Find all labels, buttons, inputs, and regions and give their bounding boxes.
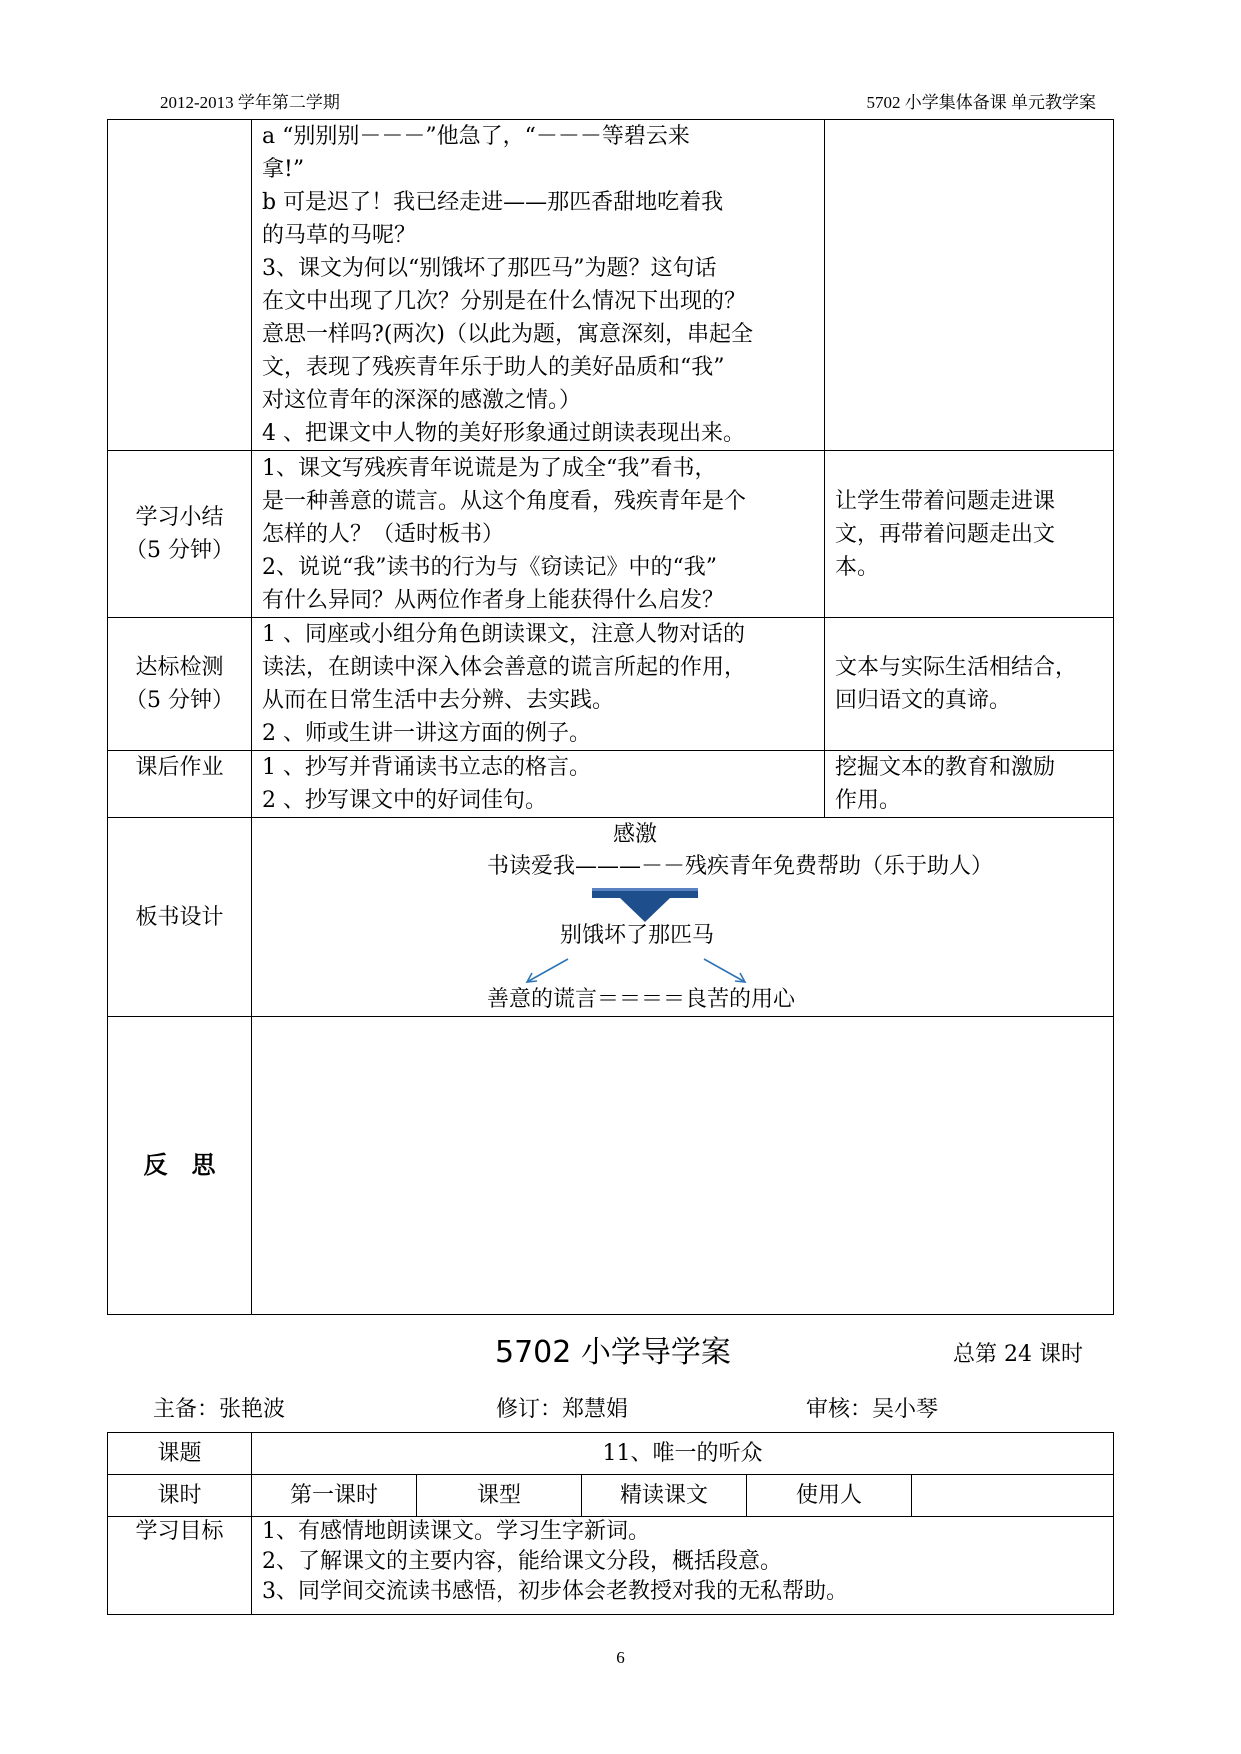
text-line: 拿!”: [262, 157, 305, 182]
test-content: [252, 618, 825, 751]
text-line: 回归语文的真谛。: [835, 688, 1012, 713]
board-label: 板书设计: [108, 818, 252, 1017]
text-line: 怎样的人？（适时板书）: [262, 521, 505, 547]
text-line: b 可是迟了！我已经走进——那匹香甜地吃着我: [262, 190, 724, 215]
learning-goals: [252, 1517, 1114, 1615]
lesson-period: 第一课时: [252, 1475, 417, 1517]
goals-label: 学习目标: [108, 1517, 252, 1615]
goal-item: 1、有感情地朗读课文。学习生字新词。: [262, 1519, 650, 1544]
text-line: 文本与实际生活相结合，: [835, 655, 1078, 680]
text-line: 在文中出现了几次？分别是在什么情况下出现的？: [262, 289, 747, 314]
board-bottom-line: 善意的谎言＝＝＝＝良苦的用心: [487, 987, 796, 1012]
text-line: 1 、同座或小组分角色朗读课文，注意人物对话的: [262, 622, 745, 647]
text-line: 2 、抄写课文中的好词佳句。: [262, 788, 547, 813]
board-title: 别饿坏了那匹马: [560, 923, 715, 948]
text-line: 文，再带着问题走出文: [835, 521, 1056, 547]
summary-duration: （5 分钟）: [125, 538, 234, 563]
lesson-plan-table: [107, 119, 1114, 1315]
text-line: 2、说说“我”读书的行为与《窃读记》中的“我”: [262, 554, 717, 580]
text-line: 挖掘文本的教育和激励: [835, 755, 1056, 780]
author: 主备：张艳波: [153, 1397, 286, 1422]
table-row: [108, 451, 1114, 618]
guide-title: 5702 小学导学案: [495, 1335, 731, 1370]
total-lesson-count: 总第 24 课时: [953, 1342, 1083, 1367]
text-line: 1、课文写残疾青年说谎是为了成全“我”看书，: [262, 455, 717, 481]
table-row: [108, 618, 1114, 751]
text-line: a “别别别－－－”他急了，“－－－等碧云来: [262, 124, 690, 149]
continuation-label-cell: [108, 120, 252, 451]
board-design: [252, 818, 1114, 1017]
table-row: [108, 1475, 1114, 1517]
table-row: [108, 1433, 1114, 1475]
text-line: 文，表现了残疾青年乐于助人的美好品质和“我”: [262, 355, 725, 380]
test-note: [825, 618, 1114, 751]
user-label: 使用人: [747, 1475, 912, 1517]
goal-item: 3、同学间交流读书感悟，初步体会老教授对我的无私帮助。: [262, 1579, 848, 1604]
text-line: 是一种善意的谎言。从这个角度看，残疾青年是个: [262, 488, 747, 514]
text-line: 的马草的马呢？: [262, 223, 417, 248]
text-line: 意思一样吗?(两次)（以此为题，寓意深刻，串起全: [262, 322, 753, 347]
text-line: 4 、把课文中人物的美好形象通过朗读表现出来。: [262, 421, 745, 446]
reflection-content: [252, 1017, 1114, 1315]
table-row: [108, 120, 1114, 451]
header-semester: 2012-2013 学年第二学期: [160, 93, 340, 112]
arrow-down-left-icon: [522, 956, 572, 986]
text-line: 2 、师或生讲一讲这方面的例子。: [262, 721, 591, 746]
lesson-type: 精读课文: [582, 1475, 747, 1517]
summary-label: [108, 451, 252, 618]
reflection-label: 反 思: [108, 1017, 252, 1315]
board-gratitude: 感激: [613, 822, 658, 847]
text-line: 对这位青年的深深的感激之情。）: [262, 388, 582, 413]
arrow-down-right-icon: [700, 956, 750, 986]
text-line: 从而在日常生活中去分辨、去实践。: [262, 688, 615, 713]
homework-note: [825, 751, 1114, 818]
header-title: 5702 小学集体备课 单元教学案: [866, 93, 1096, 112]
page-number: 6: [616, 1648, 625, 1667]
table-row: [108, 818, 1114, 1017]
auditor: 审核：吴小琴: [806, 1397, 939, 1422]
board-main-line: 书读爱我———－－残疾青年免费帮助（乐于助人）: [487, 854, 994, 879]
lesson-topic: 11、唯一的听众: [252, 1433, 1114, 1475]
table-row: [108, 751, 1114, 818]
summary-label-line: 学习小结: [135, 505, 224, 530]
goal-item: 2、了解课文的主要内容，能给课文分段，概括段意。: [262, 1549, 782, 1574]
text-line: 本。: [835, 554, 880, 580]
period-label: 课时: [108, 1475, 252, 1517]
continuation-content: [252, 120, 825, 451]
text-line: 读法，在朗读中深入体会善意的谎言所起的作用，: [262, 655, 747, 680]
type-label: 课型: [417, 1475, 582, 1517]
test-label-line: 达标检测: [135, 655, 224, 680]
lesson-user: [912, 1475, 1114, 1517]
table-row: [108, 1017, 1114, 1315]
summary-note: [825, 451, 1114, 618]
topic-label: 课题: [108, 1433, 252, 1475]
homework-content: [252, 751, 825, 818]
reviser: 修订：郑慧娟: [496, 1397, 629, 1422]
homework-label: 课后作业: [108, 751, 252, 818]
text-line: 3、课文为何以“别饿坏了那匹马”为题？这句话: [262, 256, 717, 281]
test-label: [108, 618, 252, 751]
text-line: 作用。: [835, 788, 902, 813]
table-row: [108, 1517, 1114, 1615]
text-line: 有什么异同？从两位作者身上能获得什么启发？: [262, 587, 725, 613]
text-line: 1 、抄写并背诵读书立志的格言。: [262, 755, 591, 780]
summary-content: [252, 451, 825, 618]
text-line: 让学生带着问题走进课: [835, 488, 1056, 514]
guide-table: [107, 1432, 1114, 1615]
continuation-note-cell: [825, 120, 1114, 451]
test-duration: （5 分钟）: [125, 688, 234, 713]
